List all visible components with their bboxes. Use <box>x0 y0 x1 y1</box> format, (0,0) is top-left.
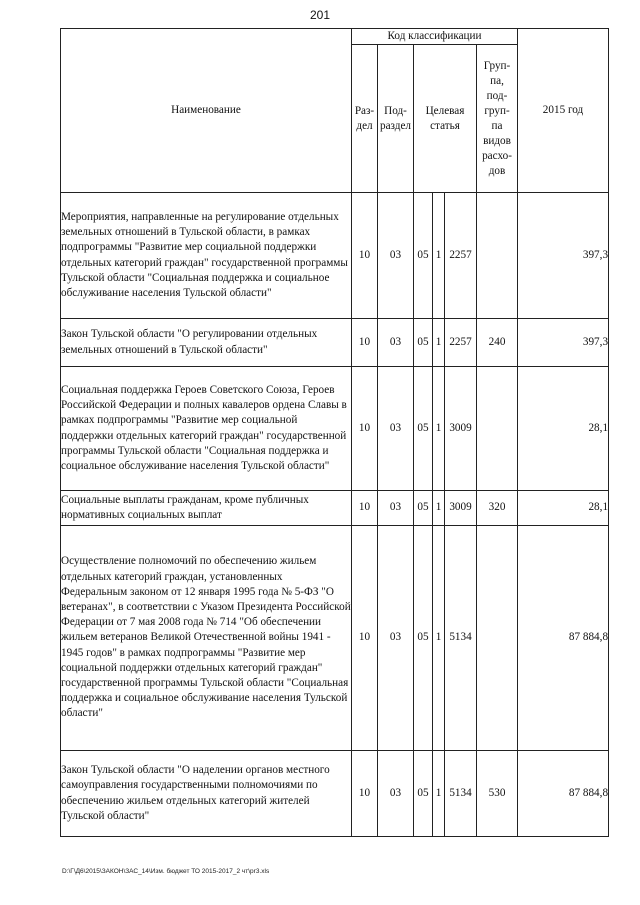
row-target-1: 05 <box>414 193 433 319</box>
row-section: 10 <box>352 526 378 751</box>
row-group: 320 <box>477 491 518 526</box>
header-target-article: Целевая статья <box>414 45 477 193</box>
table-row <box>61 367 609 491</box>
row-target-1: 05 <box>414 319 433 367</box>
budget-table <box>60 28 609 837</box>
header-expense-group: Груп- па, под- груп- па видов расхо- дов <box>477 45 518 193</box>
row-amount: 397,3 <box>518 319 609 367</box>
row-target-1: 05 <box>414 526 433 751</box>
row-name: Социальная поддержка Героев Советского Союза, Героев Российской Федерации и полных кавалеров ордена Славы в рамках подпрограммы "Развитие мер социальной поддержки отдельных категорий граждан" государственной программы Тульской области "Социальная поддержка и социальное обслуживание населения Тульской области" <box>61 367 352 491</box>
row-subsection: 03 <box>378 526 414 751</box>
row-subsection: 03 <box>378 491 414 526</box>
row-section: 10 <box>352 491 378 526</box>
table-row <box>61 491 609 526</box>
header-section: Раз- дел <box>352 45 378 193</box>
header-year: 2015 год <box>518 29 609 193</box>
table-row <box>61 193 609 319</box>
page-number: 201 <box>309 8 331 22</box>
row-target-3: 3009 <box>445 491 477 526</box>
row-target-3: 2257 <box>445 319 477 367</box>
table-row <box>61 751 609 837</box>
row-group: 240 <box>477 319 518 367</box>
row-target-3: 5134 <box>445 751 477 837</box>
row-name: Социальные выплаты гражданам, кроме публичных нормативных социальных выплат <box>61 491 352 526</box>
row-group <box>477 193 518 319</box>
row-target-2: 1 <box>433 193 445 319</box>
row-target-2: 1 <box>433 491 445 526</box>
row-group: 530 <box>477 751 518 837</box>
row-subsection: 03 <box>378 319 414 367</box>
row-amount: 28,1 <box>518 491 609 526</box>
row-target-1: 05 <box>414 367 433 491</box>
row-target-2: 1 <box>433 526 445 751</box>
header-name: Наименование <box>61 29 352 193</box>
table-row <box>61 526 609 751</box>
row-amount: 87 884,8 <box>518 526 609 751</box>
row-target-2: 1 <box>433 751 445 837</box>
row-section: 10 <box>352 319 378 367</box>
row-subsection: 03 <box>378 193 414 319</box>
row-target-2: 1 <box>433 367 445 491</box>
row-amount: 28,1 <box>518 367 609 491</box>
row-name: Закон Тульской области "О регулировании отдельных земельных отношений в Тульской области" <box>61 319 352 367</box>
table-row <box>61 319 609 367</box>
row-subsection: 03 <box>378 751 414 837</box>
row-target-3: 3009 <box>445 367 477 491</box>
row-target-3: 5134 <box>445 526 477 751</box>
row-amount: 87 884,8 <box>518 751 609 837</box>
row-subsection: 03 <box>378 367 414 491</box>
row-name: Закон Тульской области "О наделении органов местного самоуправления государственными полномочиями по обеспечению жильем отдельных категорий жителей Тульской области" <box>61 751 352 837</box>
row-name: Осуществление полномочий по обеспечению жильем отдельных категорий граждан, установленных Федеральным законом от 12 января 1995 года № 5-ФЗ "О ветеранах", в соответствии с Указом Президента Российской Федерации от 7 мая 2008 года № 714 "Об обеспечении жильем ветеранов Великой Отечественной войны 1941 - 1945 годов" в рамках подпрограммы "Развитие мер социальной поддержки отдельных категорий граждан" государственной программы Тульской области "Социальная поддержка и социальное обслуживание населения Тульской области" <box>61 526 352 751</box>
row-section: 10 <box>352 751 378 837</box>
row-target-2: 1 <box>433 319 445 367</box>
header-subsection: Под- раздел <box>378 45 414 193</box>
row-target-3: 2257 <box>445 193 477 319</box>
row-name: Мероприятия, направленные на регулирование отдельных земельных отношений в Тульской области, в рамках подпрограммы "Развитие мер социальной поддержки отдельных категорий граждан" государственной программы Тульской области "Социальная поддержка и социальное обслуживание населения Тульской области" <box>61 193 352 319</box>
footer-file-path: D:\Г\Д6\2015\ЗАКОН\ЗАС_14\Изм. бюджет ТО 2015-2017_2 чт\pr3.xls <box>62 868 270 875</box>
table-header <box>61 29 609 193</box>
row-section: 10 <box>352 193 378 319</box>
header-classification-code: Код классификации <box>352 29 518 45</box>
row-target-1: 05 <box>414 491 433 526</box>
row-group <box>477 367 518 491</box>
row-amount: 397,3 <box>518 193 609 319</box>
row-group <box>477 526 518 751</box>
row-target-1: 05 <box>414 751 433 837</box>
row-section: 10 <box>352 367 378 491</box>
